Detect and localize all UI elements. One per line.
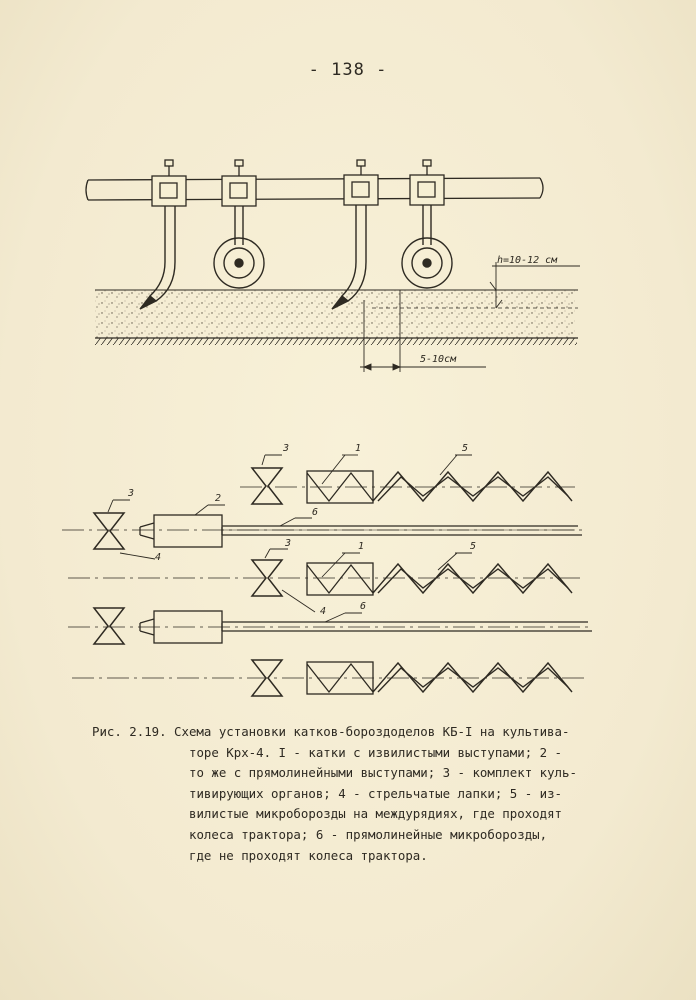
caption-line: вилистые микроборозды на междурядиях, где проходят: [189, 806, 562, 822]
soil-layer: [95, 290, 578, 345]
svg-text:5: 5: [470, 541, 477, 552]
svg-text:2: 2: [215, 493, 222, 504]
svg-text:4: 4: [320, 606, 327, 617]
figure-plan-view: [62, 455, 592, 696]
svg-text:4: 4: [155, 552, 162, 563]
svg-text:6: 6: [360, 601, 367, 612]
svg-text:6: 6: [312, 507, 319, 518]
figure-caption: [92, 722, 652, 866]
caption-line: торе Крх-4. I - катки с извилистыми выступами; 2 -: [189, 744, 562, 760]
caption-line: где не проходят колеса трактора.: [189, 847, 428, 863]
svg-text:3: 3: [283, 443, 290, 454]
caption-line: тивирующих органов; 4 - стрельчатые лапки; 5 - из-: [189, 785, 562, 801]
svg-text:3: 3: [285, 538, 292, 549]
caption-line: колеса трактора; 6 - прямолинейные микроборозды,: [189, 826, 548, 842]
svg-text:5: 5: [462, 443, 469, 454]
offset-label: 5-10см: [420, 354, 457, 365]
page-number: - 138 -: [308, 60, 388, 80]
svg-text:1: 1: [355, 443, 362, 454]
wavy-furrows: [373, 472, 572, 692]
caption-line: Рис. 2.19. Схема установки катков-бороздоделов КБ-I на культива-: [92, 724, 570, 739]
caption-line: то же с прямолинейными выступами; 3 - комплект куль-: [189, 765, 577, 781]
svg-text:3: 3: [128, 488, 135, 499]
straight-rollers: [140, 515, 222, 643]
row-center-lines: [62, 487, 592, 678]
cultivator-sweeps: [94, 468, 282, 696]
roller-wheels: [214, 205, 452, 288]
svg-text:1: 1: [358, 541, 365, 552]
depth-label: h=10-12 см: [497, 255, 558, 266]
wavy-rollers: [307, 471, 373, 694]
